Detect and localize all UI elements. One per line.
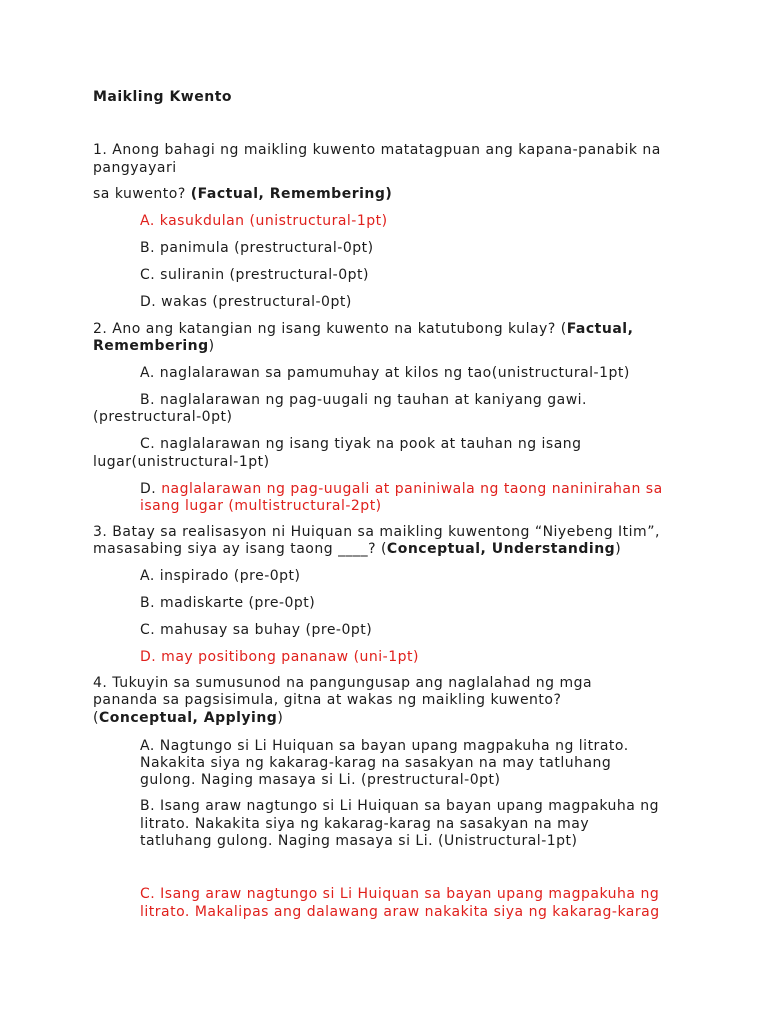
q4-option-a-line3: gulong. Naging masaya si Li. (prestructural-0pt) <box>140 772 501 788</box>
q4-text-line2: pananda sa pagsisimula, gitna at wakas ng maikling kuwento? <box>93 692 562 708</box>
q3-option-a: A. inspirado (pre-0pt) <box>140 568 301 584</box>
q3-option-c: C. mahusay sa buhay (pre-0pt) <box>140 622 373 638</box>
q4-option-a-line2: Nakakita siya ng kakarag-karag na sasakyan na may tatluhang <box>140 755 612 771</box>
q4-option-a-line1: A. Nagtungo si Li Huiquan sa bayan upang magpakuha ng litrato. <box>140 738 629 754</box>
q4-option-b-line3: tatluhang gulong. Naging masaya si Li. (Unistructural-1pt) <box>140 833 578 849</box>
q1-option-b: B. panimula (prestructural-0pt) <box>140 240 374 256</box>
q4-text-line1: 4. Tukuyin sa sumusunod na pangungusap ang naglalahad ng mga <box>93 675 593 691</box>
q1-text-line1: 1. Anong bahagi ng maikling kuwento matatagpuan ang kapana-panabik na <box>93 142 661 158</box>
q4-option-c-line2: litrato. Makalipas ang dalawang araw nakakita siya ng kakarag-karag <box>140 904 660 920</box>
q2-option-d-line1: D. naglalarawan ng pag-uugali at paniniwala ng taong naninirahan sa <box>140 481 663 497</box>
q4-option-b-line1: B. Isang araw nagtungo si Li Huiquan sa bayan upang magpakuha ng <box>140 798 660 814</box>
q1-tag: (Factual, Remembering) <box>190 186 393 202</box>
q4-option-b-line2: litrato. Nakakita siya ng kakarag-karag na sasakyan na may <box>140 816 590 832</box>
q1-option-c: C. suliranin (prestructural-0pt) <box>140 267 369 283</box>
q1-option-d: D. wakas (prestructural-0pt) <box>140 294 352 310</box>
q4-tag: Conceptual, Applying <box>98 710 278 726</box>
q2-option-c-line2: lugar(unistructural-1pt) <box>93 454 270 470</box>
q2-tag2: Remembering <box>93 338 209 354</box>
q3-text-line1: 3. Batay sa realisasyon ni Huiquan sa maikling kuwentong “Niyebeng Itim”, <box>93 524 660 540</box>
q2-option-d-line2: isang lugar (multistructural-2pt) <box>140 498 382 514</box>
q1-option-a: A. kasukdulan (unistructural-1pt) <box>140 213 388 229</box>
q2-option-c-line1: C. naglalarawan ng isang tiyak na pook at tauhan ng isang <box>140 436 582 452</box>
q2-option-b-line1: B. naglalarawan ng pag-uugali ng tauhan at kaniyang gawi. <box>140 392 588 408</box>
q3-option-d: D. may positibong pananaw (uni-1pt) <box>140 649 419 665</box>
q4-option-c-line1: C. Isang araw nagtungo si Li Huiquan sa bayan upang magpakuha ng <box>140 886 660 902</box>
q2-option-a: A. naglalarawan sa pamumuhay at kilos ng tao(unistructural-1pt) <box>140 365 630 381</box>
document-title: Maikling Kwento <box>93 89 233 105</box>
q2-tag1: Factual, <box>566 321 634 337</box>
q3-option-b: B. madiskarte (pre-0pt) <box>140 595 316 611</box>
q1-text-line2: pangyayari <box>93 160 177 176</box>
q3-text-line2: masasabing siya ay isang taong ____? (Conceptual, Understanding) <box>93 541 622 557</box>
q2-text-line1: 2. Ano ang katangian ng isang kuwento na katutubong kulay? (Factual, <box>93 321 634 337</box>
q4-text-line3: (Conceptual, Applying) <box>93 710 284 726</box>
q3-tag: Conceptual, Understanding <box>386 541 616 557</box>
q2-text-line2: Remembering) <box>93 338 215 354</box>
q2-option-b-line2: (prestructural-0pt) <box>93 409 233 425</box>
q1-text-line3: sa kuwento? (Factual, Remembering) <box>93 186 393 202</box>
